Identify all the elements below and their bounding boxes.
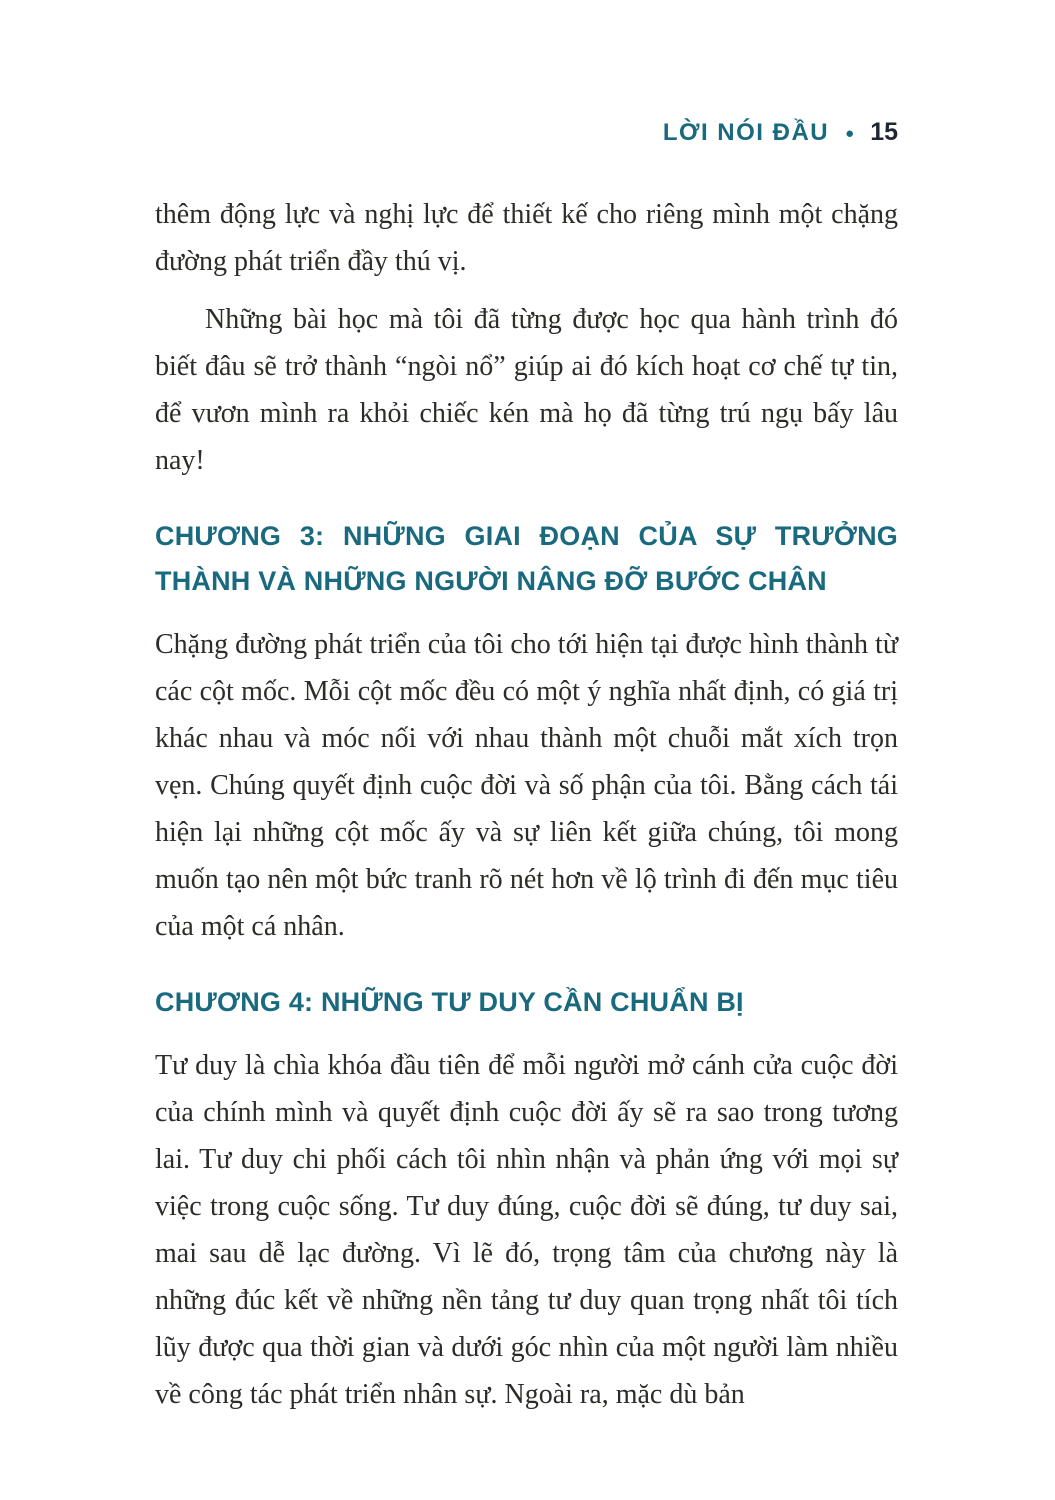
page-body bbox=[155, 191, 898, 1418]
page-number: 15 bbox=[870, 118, 898, 146]
page-header bbox=[155, 118, 898, 147]
chapter-3-paragraph: Chặng đường phát triển của tôi cho tới hiện tại được hình thành từ các cột mốc. Mỗi cột mốc đều có một ý nghĩa nhất định, có giá trị khác nhau và móc nối với nhau thành một chuỗi mắt xích trọn vẹn. Chúng quyết định cuộc đời và số phận của tôi. Bằng cách tái hiện lại những cột mốc ấy và sự liên kết giữa chúng, tôi mong muốn tạo nên một bức tranh rõ nét hơn về lộ trình đi đến mục tiêu của một cá nhân. bbox=[155, 629, 898, 942]
chapter-4-paragraph: Tư duy là chìa khóa đầu tiên để mỗi người mở cánh cửa cuộc đời của chính mình và quyết định cuộc đời ấy sẽ ra sao trong tương lai. Tư duy chi phối cách tôi nhìn nhận và phản ứng với mọi sự việc trong cuộc sống. Tư duy đúng, cuộc đời sẽ đúng, tư duy sai, mai sau dễ lạc đường. Vì lẽ đó, trọng tâm của chương này là những đúc kết về những nền tảng tư duy quan trọng nhất tôi tích lũy được qua thời gian và dưới góc nhìn của một người làm nhiều về công tác phát triển nhân sự. Ngoài ra, mặc dù bản bbox=[155, 1050, 898, 1410]
chapter-4-heading: CHƯƠNG 4: NHỮNG TƯ DUY CẦN CHUẨN BỊ bbox=[155, 987, 744, 1017]
paragraph-continued: thêm động lực và nghị lực để thiết kế cho riêng mình một chặng đường phát triển đầy thú vị. bbox=[155, 199, 898, 277]
bullet-separator-icon: ● bbox=[845, 125, 855, 142]
paragraph-lessons: Những bài học mà tôi đã từng được học qua hành trình đó biết đâu sẽ trở thành “ngòi nổ” giúp ai đó kích hoạt cơ chế tự tin, để vươn mình ra khỏi chiếc kén mà họ đã từng trú ngụ bấy lâu nay! bbox=[155, 304, 898, 476]
chapter-3-heading: CHƯƠNG 3: NHỮNG GIAI ĐOẠN CỦA SỰ TRƯỞNG THÀNH VÀ NHỮNG NGƯỜI NÂNG ĐỠ BƯỚC CHÂN bbox=[155, 521, 898, 596]
running-head-title: LỜI NÓI ĐẦU bbox=[662, 118, 830, 146]
